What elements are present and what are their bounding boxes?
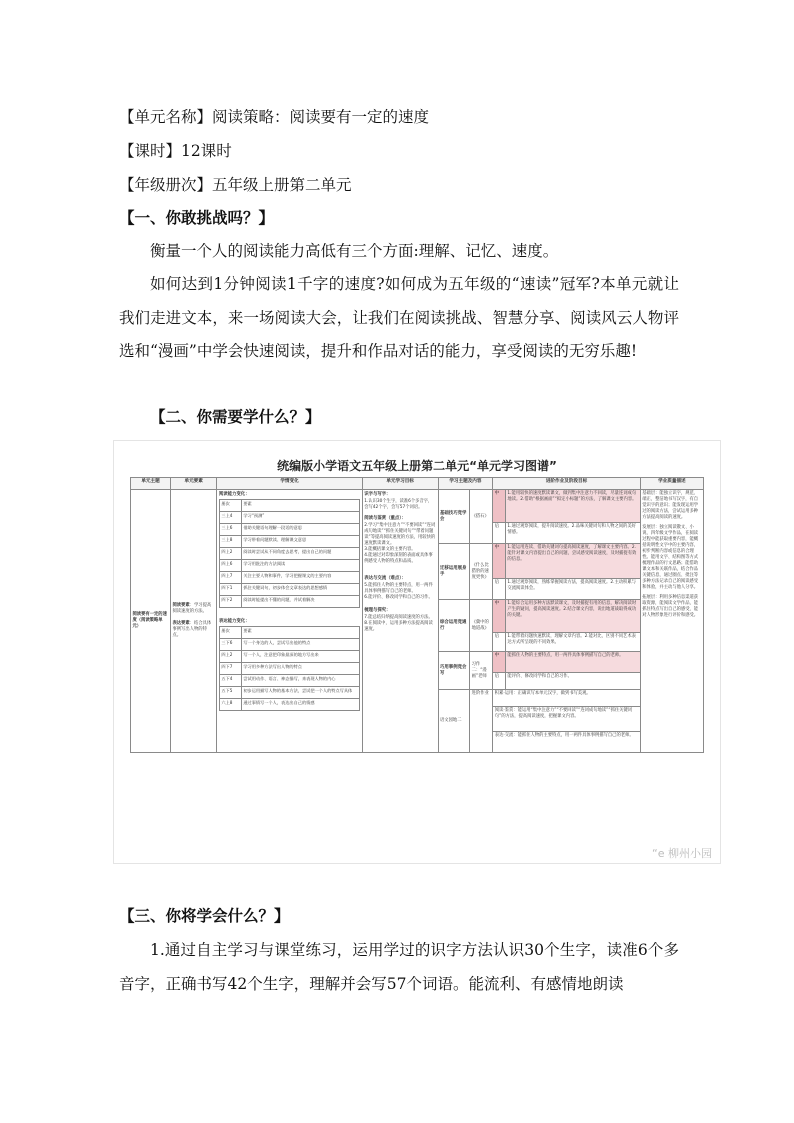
text-1: 《搭石》 [470,490,493,544]
text-4: 习作二：“漫画”老师 [470,652,493,690]
text-2: 《什么比猎豹的速度更快》 [470,544,493,600]
writing-change-table: 册次 要素 三下6 写一个身边的人，尝试写出他的特点 四上2 写一个人，注意把印象最深的地方写出来 四下7 学习用多种方法写出人物的特点 五下4 尝试用动作、语言、神态描写，来表现人物的内心 五下5 初步运用描写人物的基本方法，尝试把一个人的特点写具体 六上8 通过事情写一个人，表达出自己的情感 [219,626,360,711]
header-elements: 单元要素 [171,478,217,490]
task-8: 能评价、修改同学和自己的习作。 [505,673,640,690]
section3-title: 【三、你将学会什么？】 [119,906,290,925]
section1-paragraph1: 衡量一个人的阅读能力高低有三个方面:理解、记忆、速度。 [150,242,559,260]
goals-cell: 识字与写字： 1.认识30个生字，读准6个多音字，会写42个字，会写57个词语。 阅读与鉴赏（重点）： 2.学习“集中注意力”“不要回读”“连词成句地读”“抓住关键词句”“带着问题读”等提高阅读速度的方法，用较快的速度默读课文。 3.能概括课文的主要内容。 4.能通过对印象深刻的表面或具体事例感受人物的特点和品质。 表达与交流（难点）： 5.能抓住人物的主要特点，用一两件具体事例描写自己的老师。 6.能评价、修改同学和自己的习作。 梳理与探究： 7.能总结归纳提高阅读速度的方法。 8.在阅读中，运用多种方法提高阅读速度。 [362,490,438,753]
figure-title: 统编版小学语文五年级上册第二单元“单元学习图谱” [277,459,557,473]
section3-paragraph1: 1.通过自主学习与课堂练习，运用学过的识字方法认识30个生字，读准6个多音字，正确书写42个生字，理解并会写57个词语。能流利、有感情地朗读 [119,941,679,993]
section1-title: 【一、你敢挑战吗？】 [119,208,275,227]
level-mid-2: 中 [493,544,506,579]
unit-learning-map-image [113,440,721,864]
learning-map-table [130,477,704,753]
header-quality: 学业质量描述 [640,478,703,490]
level-post-3: 后 [493,633,506,652]
text-3: 《冀中的地道战》 [470,600,493,652]
task-6: 1.能带着问题快速默读，理解文章内容。2.能对比，区别不同艺术表达方式所呈现的不同效果。 [505,633,640,652]
section2-title: 【二、你需要学什么？】 [150,407,321,426]
situation-cell: 阅读能力变化： 册次 要素 三上4 学习“预测” 三上6 借助关键语句理解一段话的意思 三上8 学习带着问题默读、理解课文意思 四上2 阅读时尝试从不同角度去思考，提出自己的问题 四上6 学习用批注的方法阅读 四上7 关注主要人物和事件，学习把握课文的主要内容 四下1 抓住关键词句，初步体会文章表达的思想感情 四下2 阅读时能提出不懂的问题，并试着解决 表达能力变化： 册次 要素 三下6 写一个身边的人，尝试写出他的特点 四上2 写一个人，注意把印象最深的地方写出来 四下7 学习用多种方法写出人物的特点 五下4 尝试用动作、语言、神态描写，来表现人物的内心 五下5 初步运用描写人物的基本方法，尝试把一个人的特点写具体 六上8 通过事情写一个人，表达出自己的情感 [217,490,362,753]
task-5: 1.能综合运用多种方法默读课文，及时捕捉有用的信息，解决阅读时产生的疑问，提高阅读速度。2.结合课文内容，说出地道战取得成功的关键。 [505,600,640,633]
grade-volume: 【年级册次】五年级上册第二单元 [119,176,352,194]
level-post-1: 后 [493,523,506,544]
module-4: 巧用事例竞会写 [438,652,470,690]
section1-paragraph2: 如何达到1分钟阅读1千字的速度?如何成为五年级的“速读”冠军?本单元就让我们走进文本，来一场阅读大会，让我们在阅读挑战、智慧分享、阅读风云人物评选和“漫画”中学会快速阅读，提升和作品对话的能力，享受阅读的无穷乐趣! [119,275,679,360]
theme-cell: 阅读要有一定的速度（阅读策略单元） [131,490,171,753]
header-situation: 学情变化 [217,478,362,490]
header-plan-tasks: 进阶作业及阶段目标 [493,478,640,490]
task-10: 阅读·鉴赏：能运用“集中注意力”“不要回读”“连词成句地读”“抓住关键词句”的方法，提高阅读速度，把握课文内容。 [493,707,640,732]
module-2: 迁移运用展身手 [438,544,470,600]
header-plan-topics: 学习主题及内容 [438,478,493,490]
task-2: 1.通过观察阅读，提升阅读速度。2.品味关键词句和人物之间的美好情感。 [505,523,640,544]
lesson-count: 【课时】12课时 [119,142,232,160]
watermark: “e 柳州小园 [652,847,712,860]
quality-cell: 基础层：能独立识字，规范、端正，整洁地书写汉字，有自觉识字的意识；能发现运用学过的阅读方法，尝试运用多种方法提高阅读的速度。 发展层：独立阅读散文、小说、四年级文学作品，在阅读过程中能获取重要内容，能概括说明性文字中的主要内容，初步判断内容或信息的合理性。能用文字、结构图等方式梳理作品的行文思路；能借助课文本和关联作品，结合作品关键信息，通过圈点、批注等多种方法记录自己的阅读感受和体验，并主动与他人分享。 拓展层：利用多种信息渠道获取资源，能阅读文学作品，能抓住特点写出自己的感受，能对人物形象进行评价和感受。 [640,490,703,753]
header-theme: 单元主题 [131,478,171,490]
level-mid-3: 中 [493,600,506,633]
reading-change-table: 册次 要素 三上4 学习“预测” 三上6 借助关键语句理解一段话的意思 三上8 学习带着问题默读、理解课文意思 四上2 阅读时尝试从不同角度去思考，提出自己的问题 四上6 学习用批注的方法阅读 四上7 关注主要人物和事件，学习把握课文的主要内容 四下1 抓住关键词句，初步体会文章表达的思想感情 四下2 阅读时能提出不懂的问题，并试着解决 [219,499,360,608]
module-5-task: 进阶作业 [470,690,493,753]
header-goals: 单元学习目标 [362,478,438,490]
level-post-4: 后 [493,673,506,690]
task-3: 1.能运用连读、借助关键词句提高阅读速度，了解课文主要内容。2.能针对课文内容提出自己的问题，尝试感受阅读速度，及时捕捉有效的信息。 [505,544,640,579]
module-3: 综合运用竞通行 [438,600,470,652]
task-1: 1.能用较快的速度默读课文，做到集中注意力不回读，尽量连词成句地读。2.借助“根据画面”“拟定小标题”的方法，了解课文主要内容。 [505,490,640,523]
task-11: 表达·交流：能抓住人物的主要特点，用一两件具体事例描写自己的老师。 [493,732,640,753]
task-4: 1.通过观察阅读，熟练掌握阅读方法，提高阅读速度。2.主动积累与交流阅读体会。 [505,579,640,600]
unit-name: 【单元名称】阅读策略：阅读要有一定的速度 [119,108,430,126]
level-mid-4: 中 [493,652,506,673]
module-1: 基础技巧竞学会 [438,490,470,544]
task-9: 积累·运用：正确识写本单元汉字，做到书写美观。 [493,690,640,707]
module-5: 语文园地二 [438,690,470,753]
elements-cell: 阅读要素：学习提高阅读速度的方法。 表达要素：结合具体事例写出人物的特点。 [171,490,217,753]
task-7: 能抓住人物的主要特点，用一两件具体事例描写自己的老师。 [505,652,640,673]
level-mid-1: 中 [493,490,506,523]
level-post-2: 后 [493,579,506,600]
